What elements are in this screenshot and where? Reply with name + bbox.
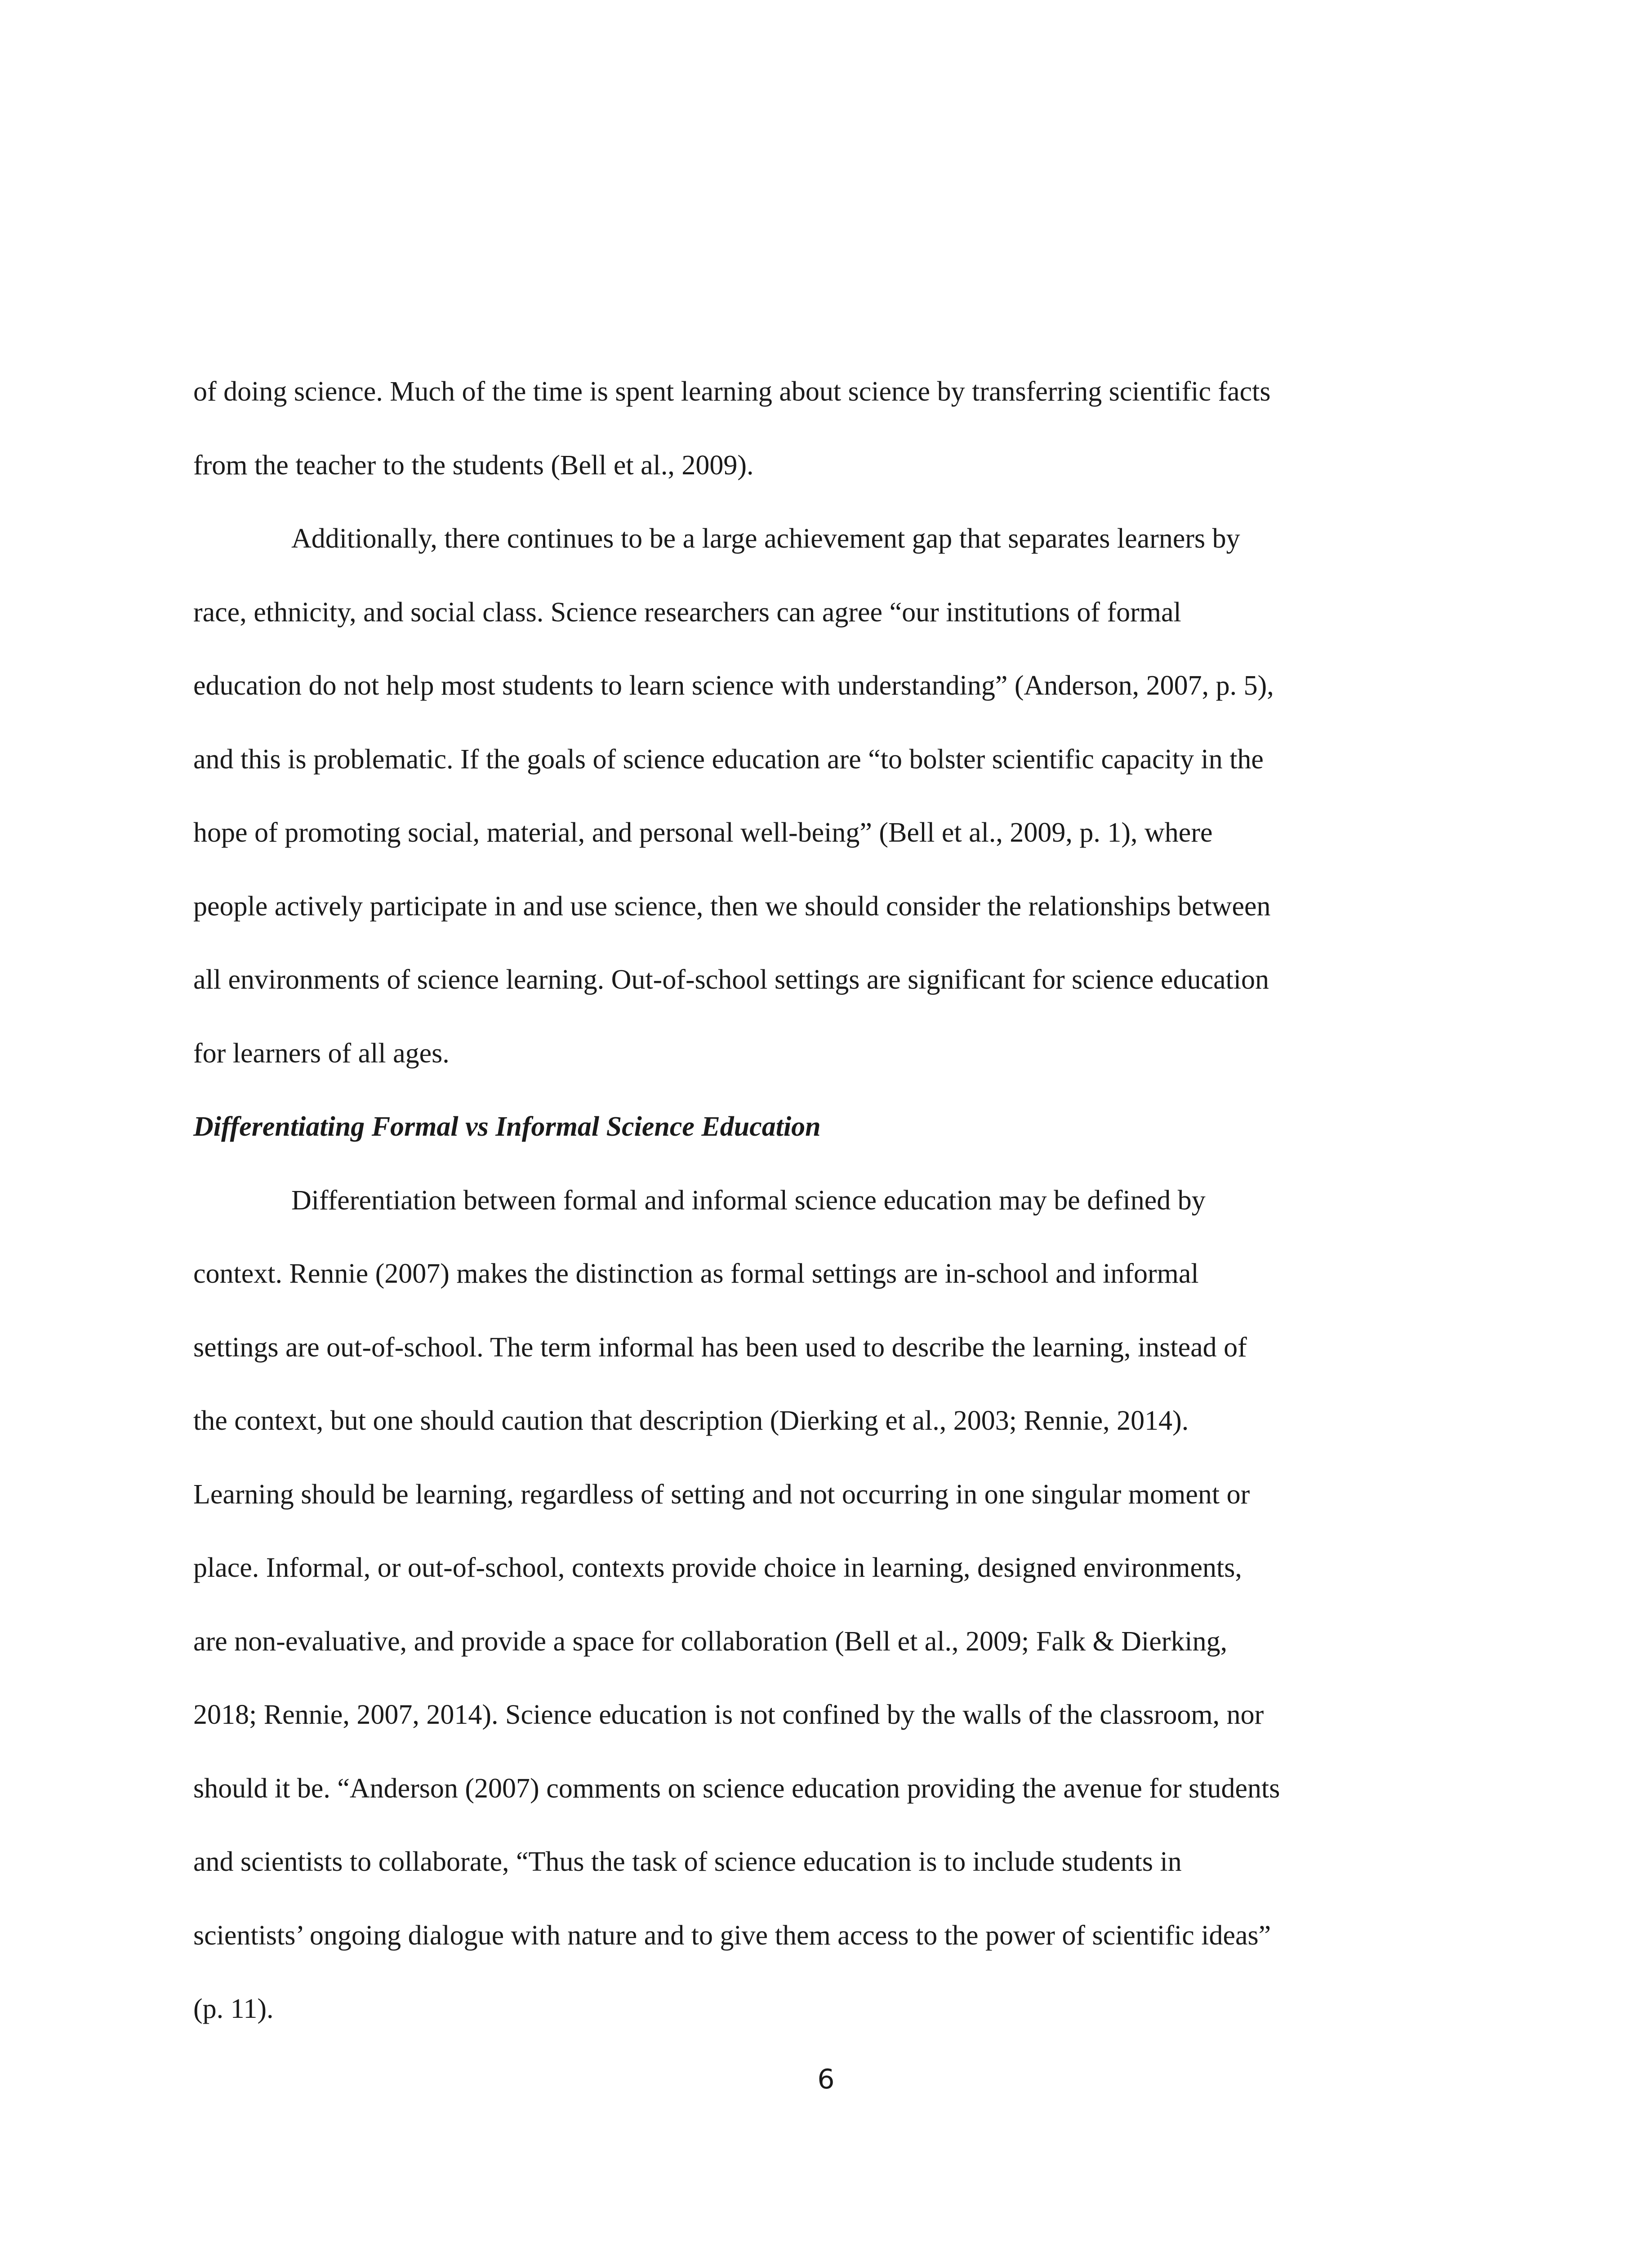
text-line: and this is problematic. If the goals of science education are “to bolster scientific capacity in the (193, 744, 1264, 775)
text-line: scientists’ ongoing dialogue with nature and to give them access to the power of scientific ideas” (193, 1920, 1271, 1951)
text-line: people actively participate in and use science, then we should consider the relationships between (193, 891, 1271, 922)
text-line: education do not help most students to learn science with understanding” (Anderson, 2007, p. 5), (193, 670, 1274, 701)
body-text (193, 355, 1447, 2046)
text-line: Learning should be learning, regardless of setting and not occurring in one singular moment or (193, 1479, 1250, 1510)
text-line: hope of promoting social, material, and personal well-being” (Bell et al., 2009, p. 1), where (193, 817, 1213, 848)
text-line: for learners of all ages. (193, 1038, 450, 1069)
text-line: settings are out-of-school. The term informal has been used to describe the learning, instead of (193, 1332, 1247, 1363)
text-line: and scientists to collaborate, “Thus the task of science education is to include students in (193, 1847, 1182, 1877)
text-line: are non-evaluative, and provide a space for collaboration (Bell et al., 2009; Falk & Dierking, (193, 1626, 1228, 1657)
text-line: the context, but one should caution that description (Dierking et al., 2003; Rennie, 2014). (193, 1405, 1189, 1436)
text-line: context. Rennie (2007) makes the distinction as formal settings are in-school and informal (193, 1258, 1199, 1289)
text-line: all environments of science learning. Out-of-school settings are significant for science education (193, 964, 1269, 995)
text-line: of doing science. Much of the time is spent learning about science by transferring scientific facts (193, 376, 1271, 407)
text-line: from the teacher to the students (Bell et al., 2009). (193, 450, 754, 481)
text-line: race, ethnicity, and social class. Science researchers can agree “our institutions of formal (193, 597, 1181, 628)
text-line: (p. 11). (193, 1994, 274, 2024)
text-line: should it be. “Anderson (2007) comments on science education providing the avenue for students (193, 1773, 1280, 1804)
text-line: 2018; Rennie, 2007, 2014). Science education is not confined by the walls of the classroom, nor (193, 1699, 1264, 1730)
text-line: place. Informal, or out-of-school, contexts provide choice in learning, designed environments, (193, 1552, 1242, 1583)
page-number: 6 (817, 2064, 835, 2095)
section-heading: Differentiating Formal vs Informal Science Education (193, 1111, 821, 1142)
paragraph-first-line: Additionally, there continues to be a large achievement gap that separates learners by (291, 523, 1240, 554)
paragraph-first-line: Differentiation between formal and informal science education may be defined by (291, 1185, 1206, 1216)
